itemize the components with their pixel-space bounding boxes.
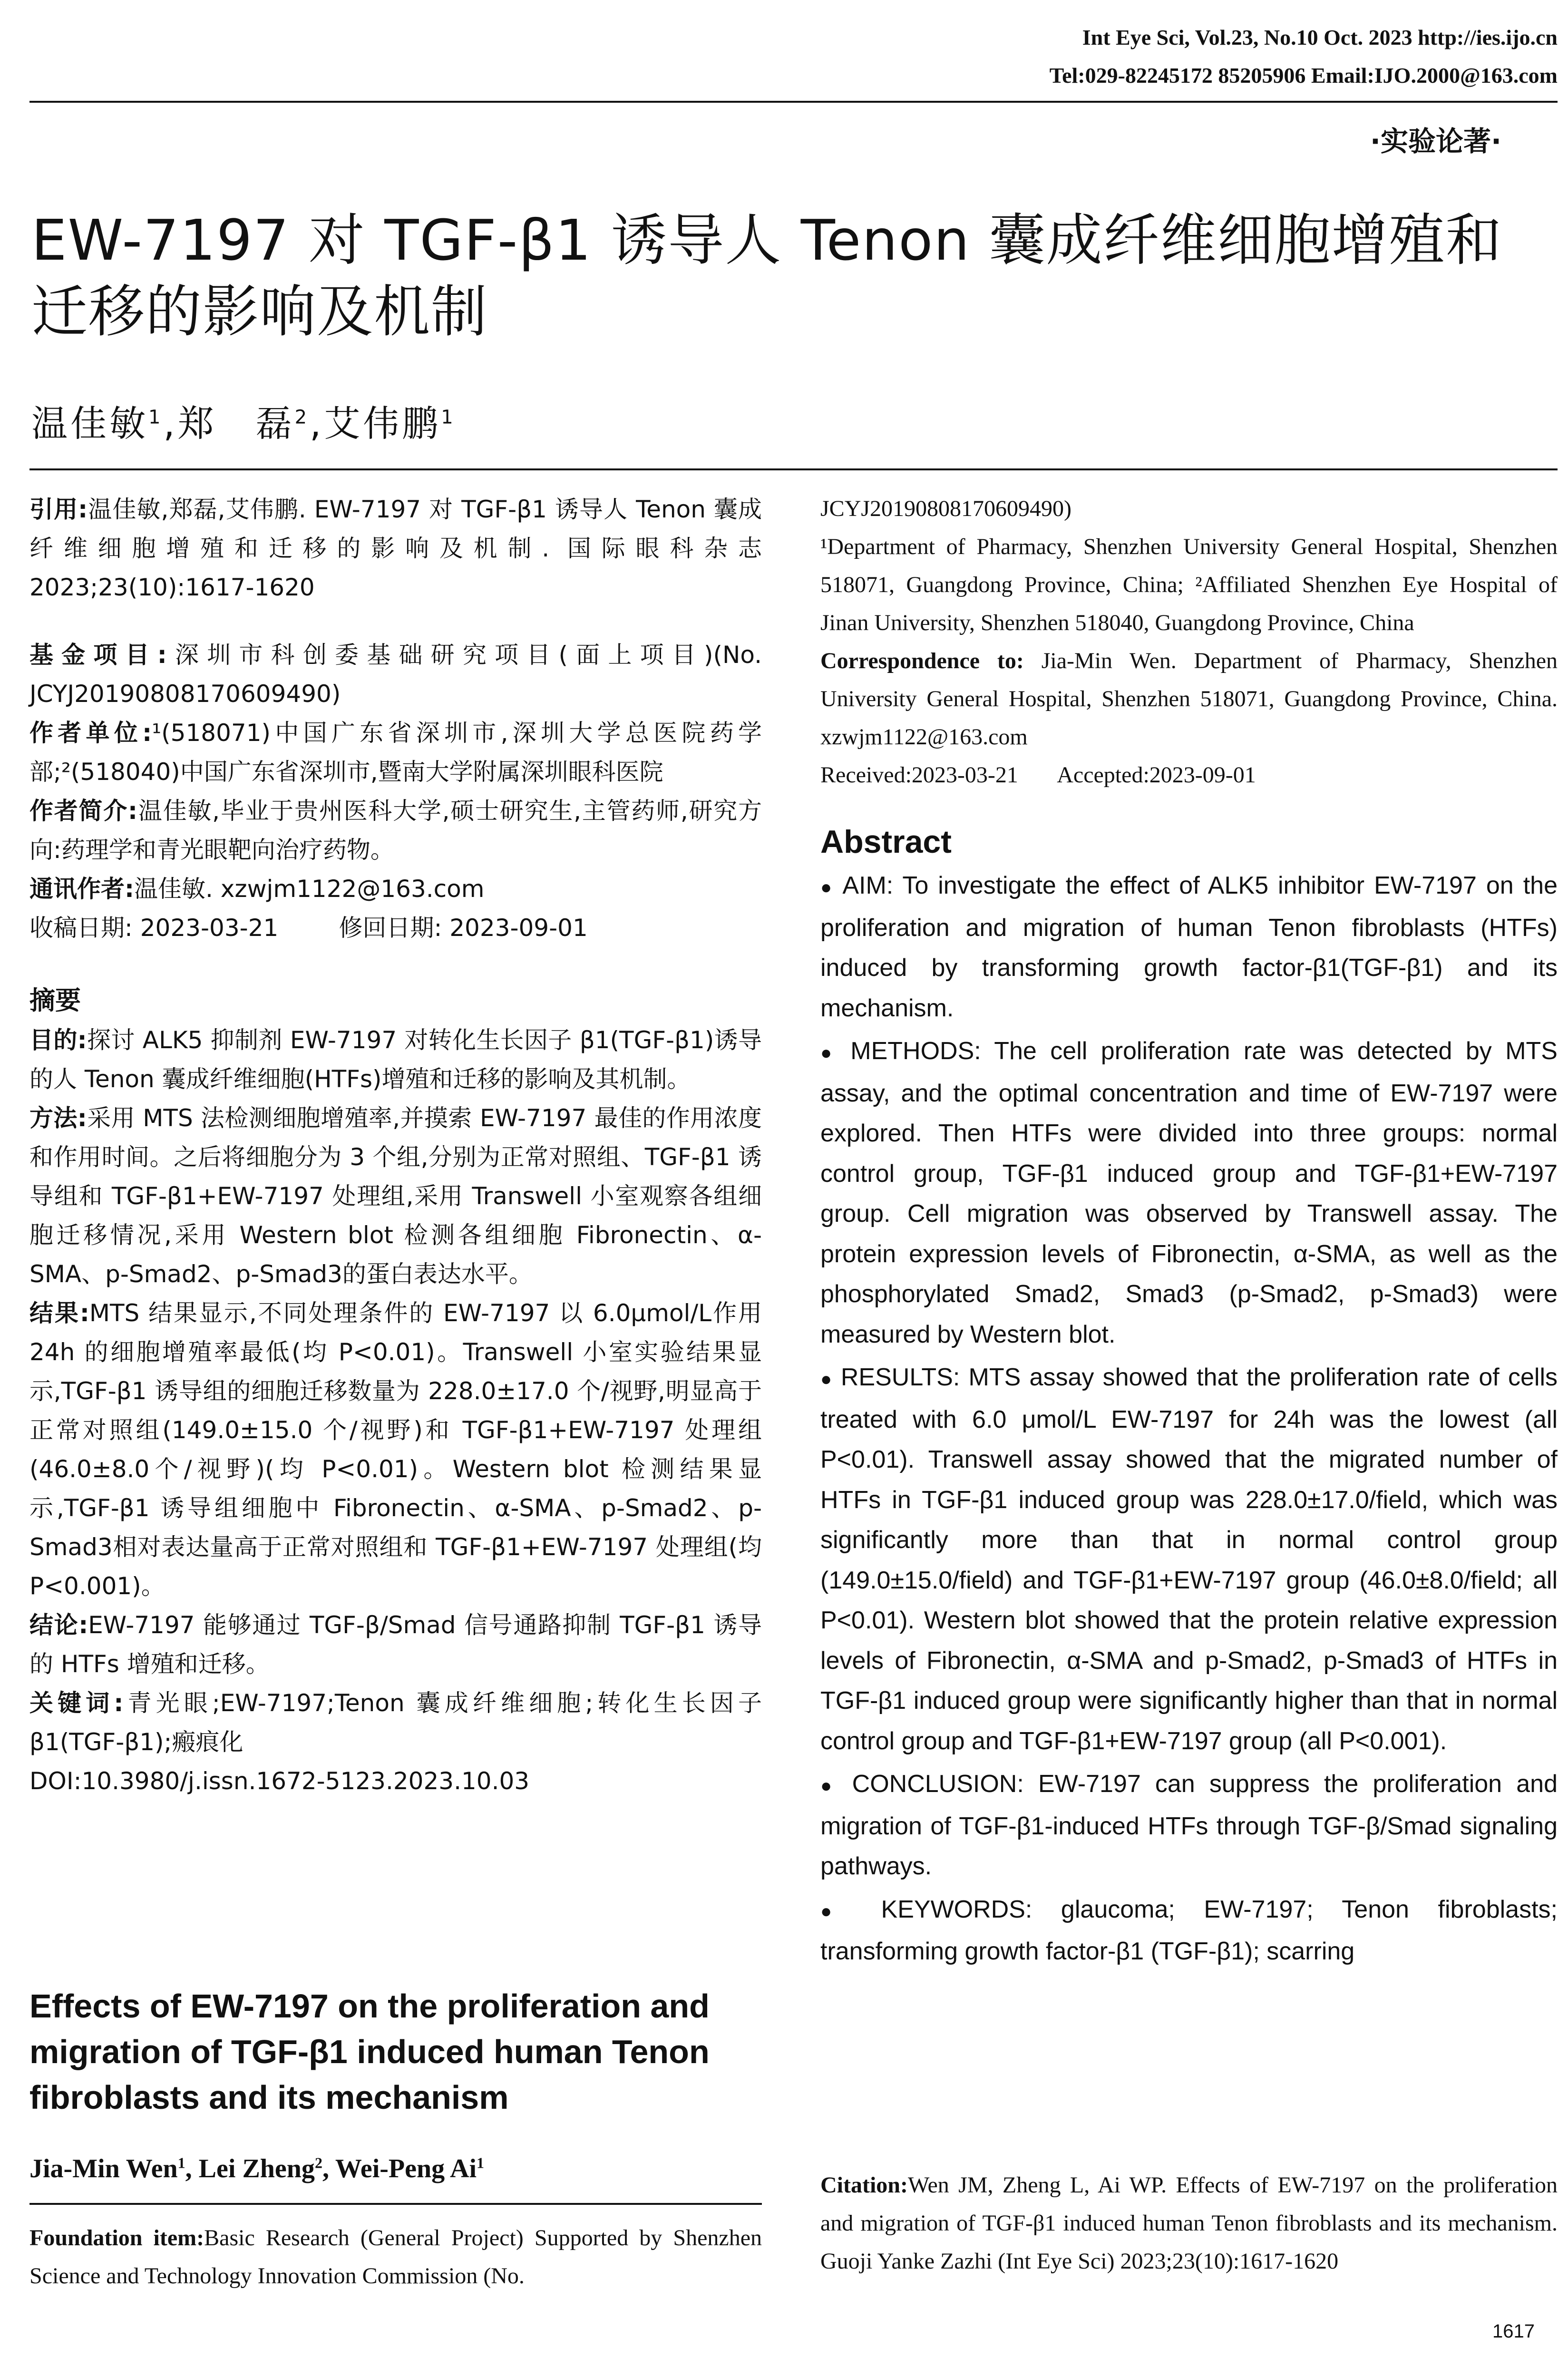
author-1: 温佳敏: [31, 402, 148, 445]
left-column: [29, 490, 762, 1801]
doi: DOI:10.3980/j.issn.1672-5123.2023.10.03: [29, 1767, 530, 1795]
methods-cn: 方法:采用 MTS 法检测细胞增殖率,并摸索 EW-7197 最佳的作用浓度和作用时间。之后将细胞分为 3 个组,分别为正常对照组、TGF-β1 诱导组和 TGF-β1+EW-7197 处理组,采用 Transwell 小室观察各组细胞迁移情况,采用 Western blot 检测各组细胞 Fibronectin、α-SMA、p-Smad2、p-Smad3的蛋白表达水平。: [29, 1104, 762, 1288]
author-1-aff: 1: [148, 406, 164, 429]
authors-rule: [29, 2203, 762, 2205]
journal-header-line2: Tel:029-82245172 85205906 Email:IJO.2000@163.com: [1049, 63, 1558, 88]
foundation-item: Foundation item:Basic Research (General Project) Supported by Shenzhen Science and Technology Innovation Commission (No.: [29, 2225, 762, 2289]
english-title-block: [29, 1983, 762, 2295]
citation-en-block: [820, 2166, 1558, 2280]
results-en: ● RESULTS: MTS assay showed that the proliferation rate of cells treated with 6.0 μmol/L EW-7197 for 24h was the lowest (all P<0.01). Transwell assay showed that the migrated number of HTFs in TGF-β1 induced group was 228.0±17.0/field, which was significantly more than that in normal control group (149.0±15.0/field) and TGF-β1+EW-7197 group (46.0±8.0/field; all P<0.01). Western blot showed that the protein relative expression levels of Fibronectin, α-SMA and p-Smad2, p-Smad3 of HTFs in TGF-β1 induced group were significantly higher than that in normal control group and TGF-β1+EW-7197 group (all P<0.001).: [820, 1364, 1558, 1755]
authors-en: Jia-Min Wen$^1$, Lei Zheng$^2$, Wei-Peng Ai$^1$: [29, 2154, 485, 2183]
correspondence-cn: 通讯作者:温佳敏. xzwjm1122@163.com: [29, 875, 485, 903]
received-accepted: Received:2023-03-21 Accepted:2023-09-01: [820, 762, 1256, 788]
conclusion-en: ● CONCLUSION: EW-7197 can suppress the proliferation and migration of TGF-β1-induced HTFs through TGF-β/Smad signaling pathways.: [820, 1770, 1558, 1880]
methods-en: ● METHODS: The cell proliferation rate was detected by MTS assay, and the optimal concentration and time of EW-7197 were explored. Then HTFs were divided into three groups: normal control group, TGF-β1 induced group and TGF-β1+EW-7197 group. Cell migration was observed by Transwell assay. The protein expression levels of Fibronectin, α-SMA, as well as the phosphorylated Smad2, Smad3 (p-Smad2, p-Smad3) were measured by Western blot.: [820, 1037, 1558, 1348]
keywords-cn: 关键词:青光眼;EW-7197;Tenon 囊成纤维细胞;转化生长因子 β1(TGF-β1);瘢痕化: [29, 1689, 762, 1756]
conclusion-cn: 结论:EW-7197 能够通过 TGF-β/Smad 信号通路抑制 TGF-β1 诱导的 HTFs 增殖和迁移。: [29, 1611, 762, 1678]
fund-cn: 基金项目:深圳市科创委基础研究项目(面上项目)(No. JCYJ20190808170609490): [29, 641, 762, 708]
article-category: ·实验论著·: [1370, 125, 1501, 157]
dates-cn: 收稿日期: 2023-03-21 修回日期: 2023-09-01: [29, 914, 588, 942]
abstract-heading-en: Abstract: [820, 824, 952, 860]
author-2: ,郑 磊: [163, 402, 295, 445]
citation-cn: 引用:温佳敏,郑磊,艾伟鹏. EW-7197 对 TGF-β1 诱导人 Tenon 囊成纤维细胞增殖和迁移的影响及机制. 国际眼科杂志 2023;23(10):1617-1620: [29, 496, 762, 601]
article-title-en: Effects of EW-7197 on the proliferation and migration of TGF-β1 induced human Tenon fibroblasts and its mechanism: [29, 1987, 710, 2116]
abstract-en: [820, 866, 1558, 1972]
bio-cn: 作者简介:温佳敏,毕业于贵州医科大学,硕士研究生,主管药师,研究方向:药理学和青光眼靶向治疗药物。: [29, 797, 762, 864]
correspondence-en: Correspondence to: Jia-Min Wen. Department of Pharmacy, Shenzhen University General Hospital, Shenzhen 518071, Guangdong Province, China. xzwjm1122@163.com: [820, 648, 1558, 750]
journal-header-line1: Int Eye Sci, Vol.23, No.10 Oct. 2023 http://ies.ijo.cn: [1082, 25, 1558, 49]
author-2-aff: 2: [294, 406, 310, 429]
author-3: ,艾伟鹏: [310, 402, 441, 445]
unit-cn: 作者单位:¹(518071)中国广东省深圳市,深圳大学总医院药学部;²(518040)中国广东省深圳市,暨南大学附属深圳眼科医院: [29, 719, 762, 786]
keywords-en: ● KEYWORDS: glaucoma; EW-7197; Tenon fibroblasts; transforming growth factor-β1 (TGF-β1); scarring: [820, 1895, 1558, 1965]
foundation-item-cont: JCYJ20190808170609490): [820, 496, 1072, 521]
article-title-cn: EW-7197 对 TGF-β1 诱导人 Tenon 囊成纤维细胞增殖和迁移的影响及机制: [31, 207, 1503, 344]
abstract-heading-cn: 摘要: [29, 985, 81, 1015]
header-rule: [29, 101, 1558, 103]
aim-en: ● AIM: To investigate the effect of ALK5 inhibitor EW-7197 on the proliferation and migration of human Tenon fibroblasts (HTFs) induced by transforming growth factor-β1(TGF-β1) and its mechanism.: [820, 872, 1558, 1022]
results-cn: 结果:MTS 结果显示,不同处理条件的 EW-7197 以 6.0μmol/L作用 24h 的细胞增殖率最低(均 P<0.01)。Transwell 小室实验结果显示,TGF-β1 诱导组的细胞迁移数量为 228.0±17.0 个/视野,明显高于正常对照组(149.0±15.0 个/视野)和 TGF-β1+EW-7197 处理组(46.0±8.0个/视野)(均 P<0.01)。Western blot 检测结果显示,TGF-β1 诱导组细胞中 Fibronectin、α-SMA、p-Smad2、p-Smad3相对表达量高于正常对照组和 TGF-β1+EW-7197 处理组(均 P<0.001)。: [29, 1299, 762, 1600]
right-column: [820, 490, 1558, 1975]
aim-cn: 目的:探讨 ALK5 抑制剂 EW-7197 对转化生长因子 β1(TGF-β1)诱导的人 Tenon 囊成纤维细胞(HTFs)增殖和迁移的影响及其机制。: [29, 1026, 762, 1093]
page-number: 1617: [1492, 2321, 1535, 2342]
authors-cn: [31, 395, 456, 447]
author-3-aff: 1: [441, 406, 456, 429]
title-rule: [29, 468, 1558, 470]
citation-en: Citation:Wen JM, Zheng L, Ai WP. Effects of EW-7197 on the proliferation and migration of TGF-β1 induced human Tenon fibroblasts and its mechanism. Guoji Yanke Zazhi (Int Eye Sci) 2023;23(10):1617-1620: [820, 2172, 1558, 2274]
affiliations-en: ¹Department of Pharmacy, Shenzhen University General Hospital, Shenzhen 518071, Guangdong Province, China; ²Affiliated Shenzhen Eye Hospital of Jinan University, Shenzhen 518040, Guangdong Province, China: [820, 534, 1558, 635]
